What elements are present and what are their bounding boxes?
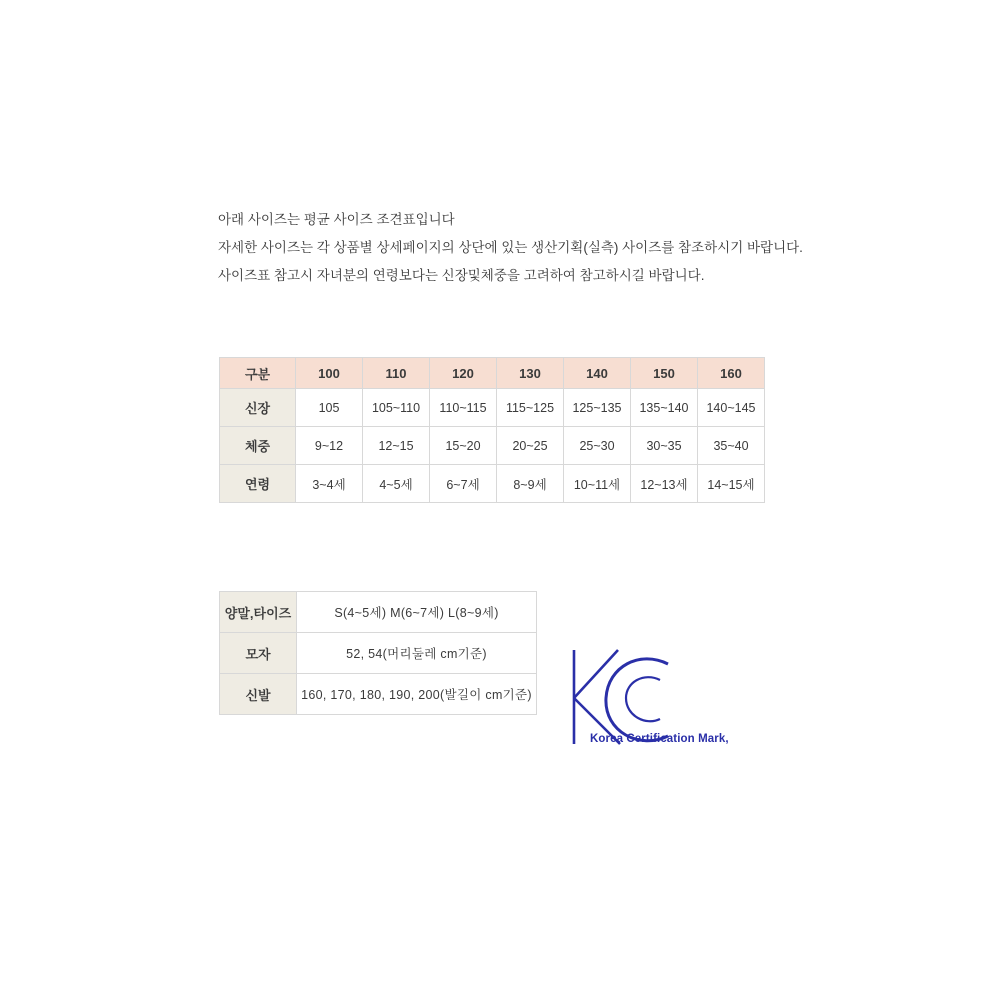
header-cell-7: 160 <box>698 358 765 389</box>
note-line-1: 아래 사이즈는 평균 사이즈 조견표입니다 <box>218 212 455 227</box>
cell-age-160: 14~15세 <box>698 465 765 503</box>
row-label-hat: 모자 <box>220 633 297 674</box>
table-row <box>220 389 765 427</box>
row-label-shoes: 신발 <box>220 674 297 715</box>
table-row <box>220 427 765 465</box>
cell-weight-110: 12~15 <box>363 427 430 465</box>
header-cell-0: 구분 <box>220 358 296 389</box>
accessories-table-body <box>220 592 537 715</box>
cell-height-120: 110~115 <box>430 389 497 427</box>
cell-weight-160: 35~40 <box>698 427 765 465</box>
size-table-body <box>220 389 765 503</box>
cell-height-160: 140~145 <box>698 389 765 427</box>
cell-weight-150: 30~35 <box>631 427 698 465</box>
cell-weight-120: 15~20 <box>430 427 497 465</box>
cell-hat-value: 52, 54(머리둘레 cm기준) <box>297 633 537 674</box>
cell-age-140: 10~11세 <box>564 465 631 503</box>
header-cell-1: 100 <box>296 358 363 389</box>
cell-age-120: 6~7세 <box>430 465 497 503</box>
cell-socks-tights-value: S(4~5세) M(6~7세) L(8~9세) <box>297 592 537 633</box>
table-header-row <box>220 358 765 389</box>
cell-age-130: 8~9세 <box>497 465 564 503</box>
cell-age-110: 4~5세 <box>363 465 430 503</box>
cell-weight-140: 25~30 <box>564 427 631 465</box>
row-label-height: 신장 <box>220 389 296 427</box>
table-row <box>220 592 537 633</box>
header-cell-2: 110 <box>363 358 430 389</box>
cell-height-130: 115~125 <box>497 389 564 427</box>
cell-weight-130: 20~25 <box>497 427 564 465</box>
cell-height-100: 105 <box>296 389 363 427</box>
header-cell-4: 130 <box>497 358 564 389</box>
cell-age-150: 12~13세 <box>631 465 698 503</box>
cell-height-110: 105~110 <box>363 389 430 427</box>
header-cell-5: 140 <box>564 358 631 389</box>
table-row <box>220 633 537 674</box>
note-line-3: 사이즈표 참고시 자녀분의 연령보다는 신장및체중을 고려하여 참고하시길 바랍니다. <box>218 268 705 283</box>
size-table-head <box>220 358 765 389</box>
header-cell-6: 150 <box>631 358 698 389</box>
table-row <box>220 674 537 715</box>
cell-height-150: 135~140 <box>631 389 698 427</box>
cell-height-140: 125~135 <box>564 389 631 427</box>
header-cell-3: 120 <box>430 358 497 389</box>
cell-weight-100: 9~12 <box>296 427 363 465</box>
cell-age-100: 3~4세 <box>296 465 363 503</box>
note-line-2: 자세한 사이즈는 각 상품별 상세페이지의 상단에 있는 생산기획(실측) 사이즈를 참조하시기 바랍니다. <box>218 240 803 255</box>
accessories-table <box>219 591 537 715</box>
cell-shoes-value: 160, 170, 180, 190, 200(발길이 cm기준) <box>297 674 537 715</box>
kc-mark-caption: Korea Certification Mark, <box>590 733 729 745</box>
row-label-age: 연령 <box>220 465 296 503</box>
row-label-socks-tights: 양말,타이즈 <box>220 592 297 633</box>
size-table <box>219 357 765 503</box>
row-label-weight: 체중 <box>220 427 296 465</box>
intro-notes <box>218 206 818 290</box>
table-row <box>220 465 765 503</box>
